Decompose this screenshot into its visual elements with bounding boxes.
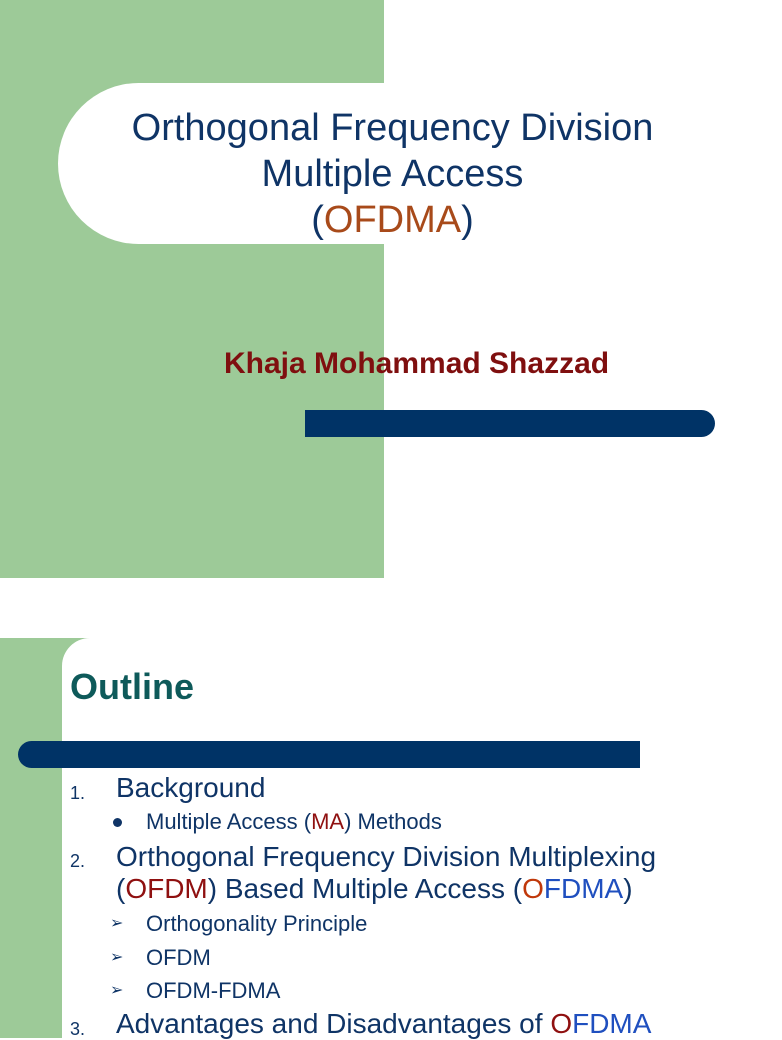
- sub-item-orthogonality: Orthogonality Principle: [146, 911, 368, 936]
- item-acronym-rest: FDMA: [543, 873, 624, 904]
- sub-item-multiple-access: [146, 809, 442, 835]
- outline-heading: Outline: [70, 666, 194, 707]
- title-line-3: [95, 197, 690, 243]
- title-line-1: Orthogonal Frequency Division: [131, 107, 654, 149]
- item-acronym-first: O: [522, 873, 544, 904]
- slide-title: [95, 105, 690, 243]
- outline-item-advantages: [116, 1008, 651, 1040]
- arrow-bullet-icon: ➢: [110, 982, 124, 999]
- list-number: 1.: [70, 783, 86, 803]
- title-paren-open: (: [311, 199, 324, 241]
- item-acronym: OFDM: [125, 873, 208, 904]
- arrow-bullet-icon: ➢: [110, 915, 124, 932]
- title-acronym: OFDMA: [323, 199, 462, 241]
- list-number: 3.: [70, 1019, 86, 1039]
- item-text: (: [116, 873, 126, 904]
- sub-text: Multiple Access (: [146, 809, 312, 834]
- outline-item-ofdm-line2: [116, 873, 633, 905]
- sub-acronym: MA: [311, 809, 345, 834]
- bullet-dot-icon: [113, 818, 122, 827]
- item-acronym-first: O: [550, 1008, 573, 1039]
- decorative-bar: [305, 410, 715, 437]
- item-text: ): [623, 873, 633, 904]
- author-name: Khaja Mohammad Shazzad: [224, 347, 610, 380]
- sub-item-ofdm-fdma: OFDM-FDMA: [146, 978, 281, 1003]
- item-acronym-rest: FDMA: [572, 1008, 652, 1039]
- arrow-bullet-icon: ➢: [110, 949, 124, 966]
- sub-text: ) Methods: [344, 809, 442, 834]
- outline-item-ofdm-line1: Orthogonal Frequency Division Multiplexing: [116, 841, 657, 872]
- title-line-2: Multiple Access: [261, 153, 524, 195]
- sub-item-ofdm: OFDM: [146, 945, 211, 970]
- item-text: ) Based Multiple Access (: [207, 873, 523, 904]
- outline-item-background: Background: [116, 772, 266, 803]
- item-text: Advantages and Disadvantages of: [116, 1008, 551, 1039]
- decorative-bar: [18, 741, 640, 768]
- title-paren-close: ): [461, 199, 474, 241]
- list-number: 2.: [70, 851, 86, 871]
